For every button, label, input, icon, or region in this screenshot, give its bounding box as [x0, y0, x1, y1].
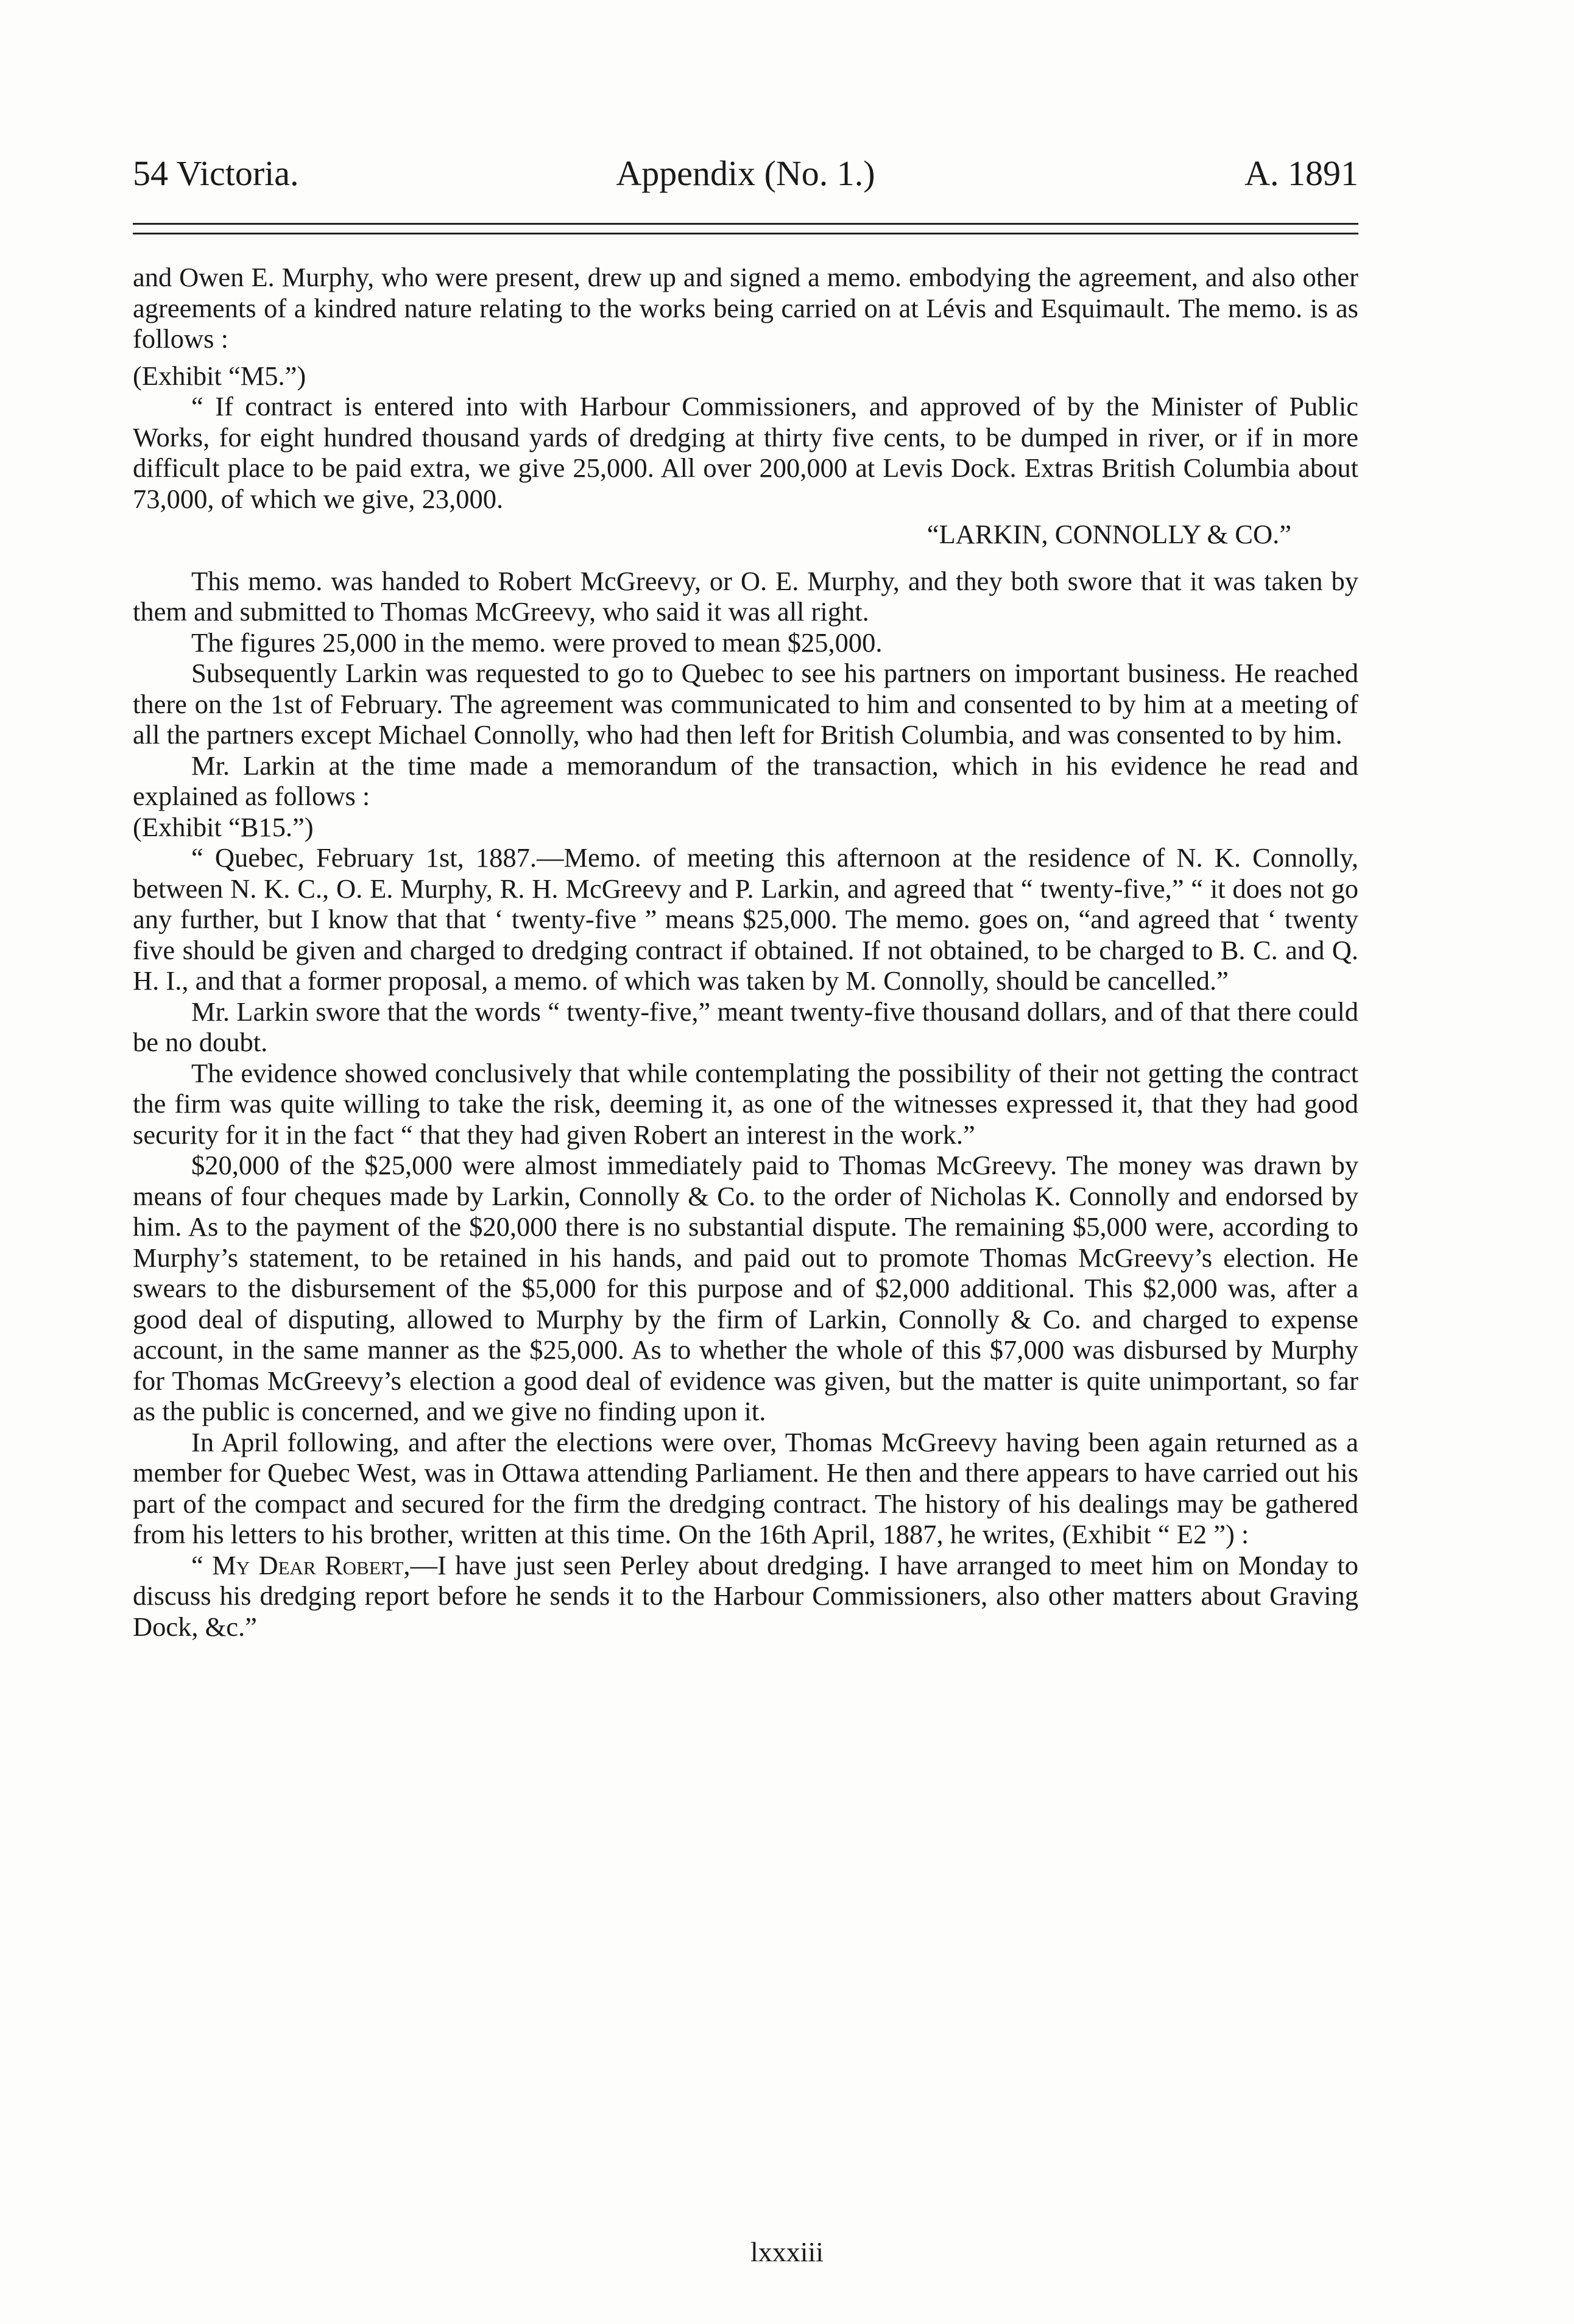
paragraph: In April following, and after the elections were over, Thomas McGreevy having been again returned as a member for Quebec West, was in Ottawa attending Parliament. He then and there appears to have carried out his part of the compact and secured for the firm the dredging contract. The history of his dealings may be gathered from his letters to his brother, written at this time. On the 16th April, 1887, he writes, (Exhibit “ E2 ”) :: [133, 1426, 1358, 1549]
exhibit-reference: (Exhibit “B15.”): [133, 811, 314, 842]
header-rule-bottom: [133, 233, 1358, 234]
quoted-memo: “ Quebec, February 1st, 1887.—Memo. of meeting this afternoon at the residence of N. K. Connolly, between N. K. C., O. E. Murphy, R. H. McGreevy and P. Larkin, and agreed that “ twenty-five,” “ it does not go any further, but I know that that ‘ twenty-five ” means $25,000. The memo. goes on, “and agreed that ‘ twenty five should be given and charged to dredging contract if obtained. If not obtained, to be charged to B. C. and Q. H. I., and that a former proposal, a memo. of which was taken by M. Connolly, should be cancelled.”: [133, 842, 1358, 996]
paragraph: Mr. Larkin at the time made a memorandum of the transaction, which in his evidence he read and explained as follows :: [133, 750, 1358, 811]
exhibit-reference: (Exhibit “M5.”): [133, 360, 306, 391]
running-header: [133, 146, 1358, 201]
paragraph: This memo. was handed to Robert McGreevy, or O. E. Murphy, and they both swore that it was taken by them and submitted to Thomas McGreevy, who said it was all right.: [133, 565, 1358, 627]
header-rule-top: [133, 223, 1358, 225]
letter-salutation: “ My Dear Robert,: [191, 1549, 411, 1580]
quoted-memo: “ If contract is entered into with Harbour Commissioners, and approved of by the Minister of Public Works, for eight hundred thousand yards of dredging at thirty five cents, to be dumped in river, or if in more difficult place to be paid extra, we give 25,000. All over 200,000 at Levis Dock. Extras British Columbia about 73,000, of which we give, 23,000.: [133, 391, 1358, 514]
body-text: [133, 262, 1358, 1642]
paragraph: The figures 25,000 in the memo. were proved to mean $25,000.: [191, 627, 883, 658]
header-appendix: Appendix (No. 1.): [616, 153, 875, 193]
paragraph: $20,000 of the $25,000 were almost immediately paid to Thomas McGreevy. The money was drawn by means of four cheques made by Larkin, Connolly & Co. to the order of Nicholas K. Connolly and endorsed by him. As to the payment of the $20,000 there is no substantial dispute. The remaining $5,000 were, according to Murphy’s statement, to be retained in his hands, and paid out to promote Thomas McGreevy’s election. He swears to the disbursement of the $5,000 for this purpose and of $2,000 additional. This $2,000 was, after a good deal of disputing, allowed to Murphy by the firm of Larkin, Connolly & Co. and charged to expense account, in the same manner as the $25,000. As to whether the whole of this $7,000 was disbursed by Murphy for Thomas McGreevy’s election a good deal of evidence was given, but the matter is quite unimportant, so far as the public is concerned, and we give no finding upon it.: [133, 1150, 1358, 1426]
header-year: A. 1891: [1244, 153, 1358, 193]
page-folio: lxxxiii: [750, 2236, 824, 2267]
letter-text: —I have just seen Perley about dredging. I have arranged to meet him on Monday to discuss his dredging report before he sends it to the Harbour Commissioners, also other matters about Graving Dock, &c.”: [133, 1549, 1358, 1642]
memo-signature: “LARKIN, CONNOLLY & CO.”: [926, 519, 1291, 549]
paragraph: Mr. Larkin swore that the words “ twenty-five,” meant twenty-five thousand dollars, and of that there could be no doubt.: [133, 996, 1358, 1057]
quoted-letter: [133, 1550, 1358, 1643]
paragraph: Subsequently Larkin was requested to go to Quebec to see his partners on important business. He reached there on the 1st of February. The agreement was communicated to him and consented to by him at a meeting of all the partners except Michael Connolly, who had then left for British Columbia, and was consented to by him.: [133, 658, 1358, 750]
paragraph: The evidence showed conclusively that while contemplating the possibility of their not getting the contract the firm was quite willing to take the risk, deeming it, as one of the witnesses expressed it, that they had good security for it in the fact “ that they had given Robert an interest in the work.”: [133, 1057, 1358, 1150]
header-session: 54 Victoria.: [133, 153, 299, 193]
paragraph: and Owen E. Murphy, who were present, drew up and signed a memo. embodying the agreement, and also other agreements of a kindred nature relating to the works being carried on at Lévis and Esquimault. The memo. is as follows :: [133, 262, 1358, 354]
